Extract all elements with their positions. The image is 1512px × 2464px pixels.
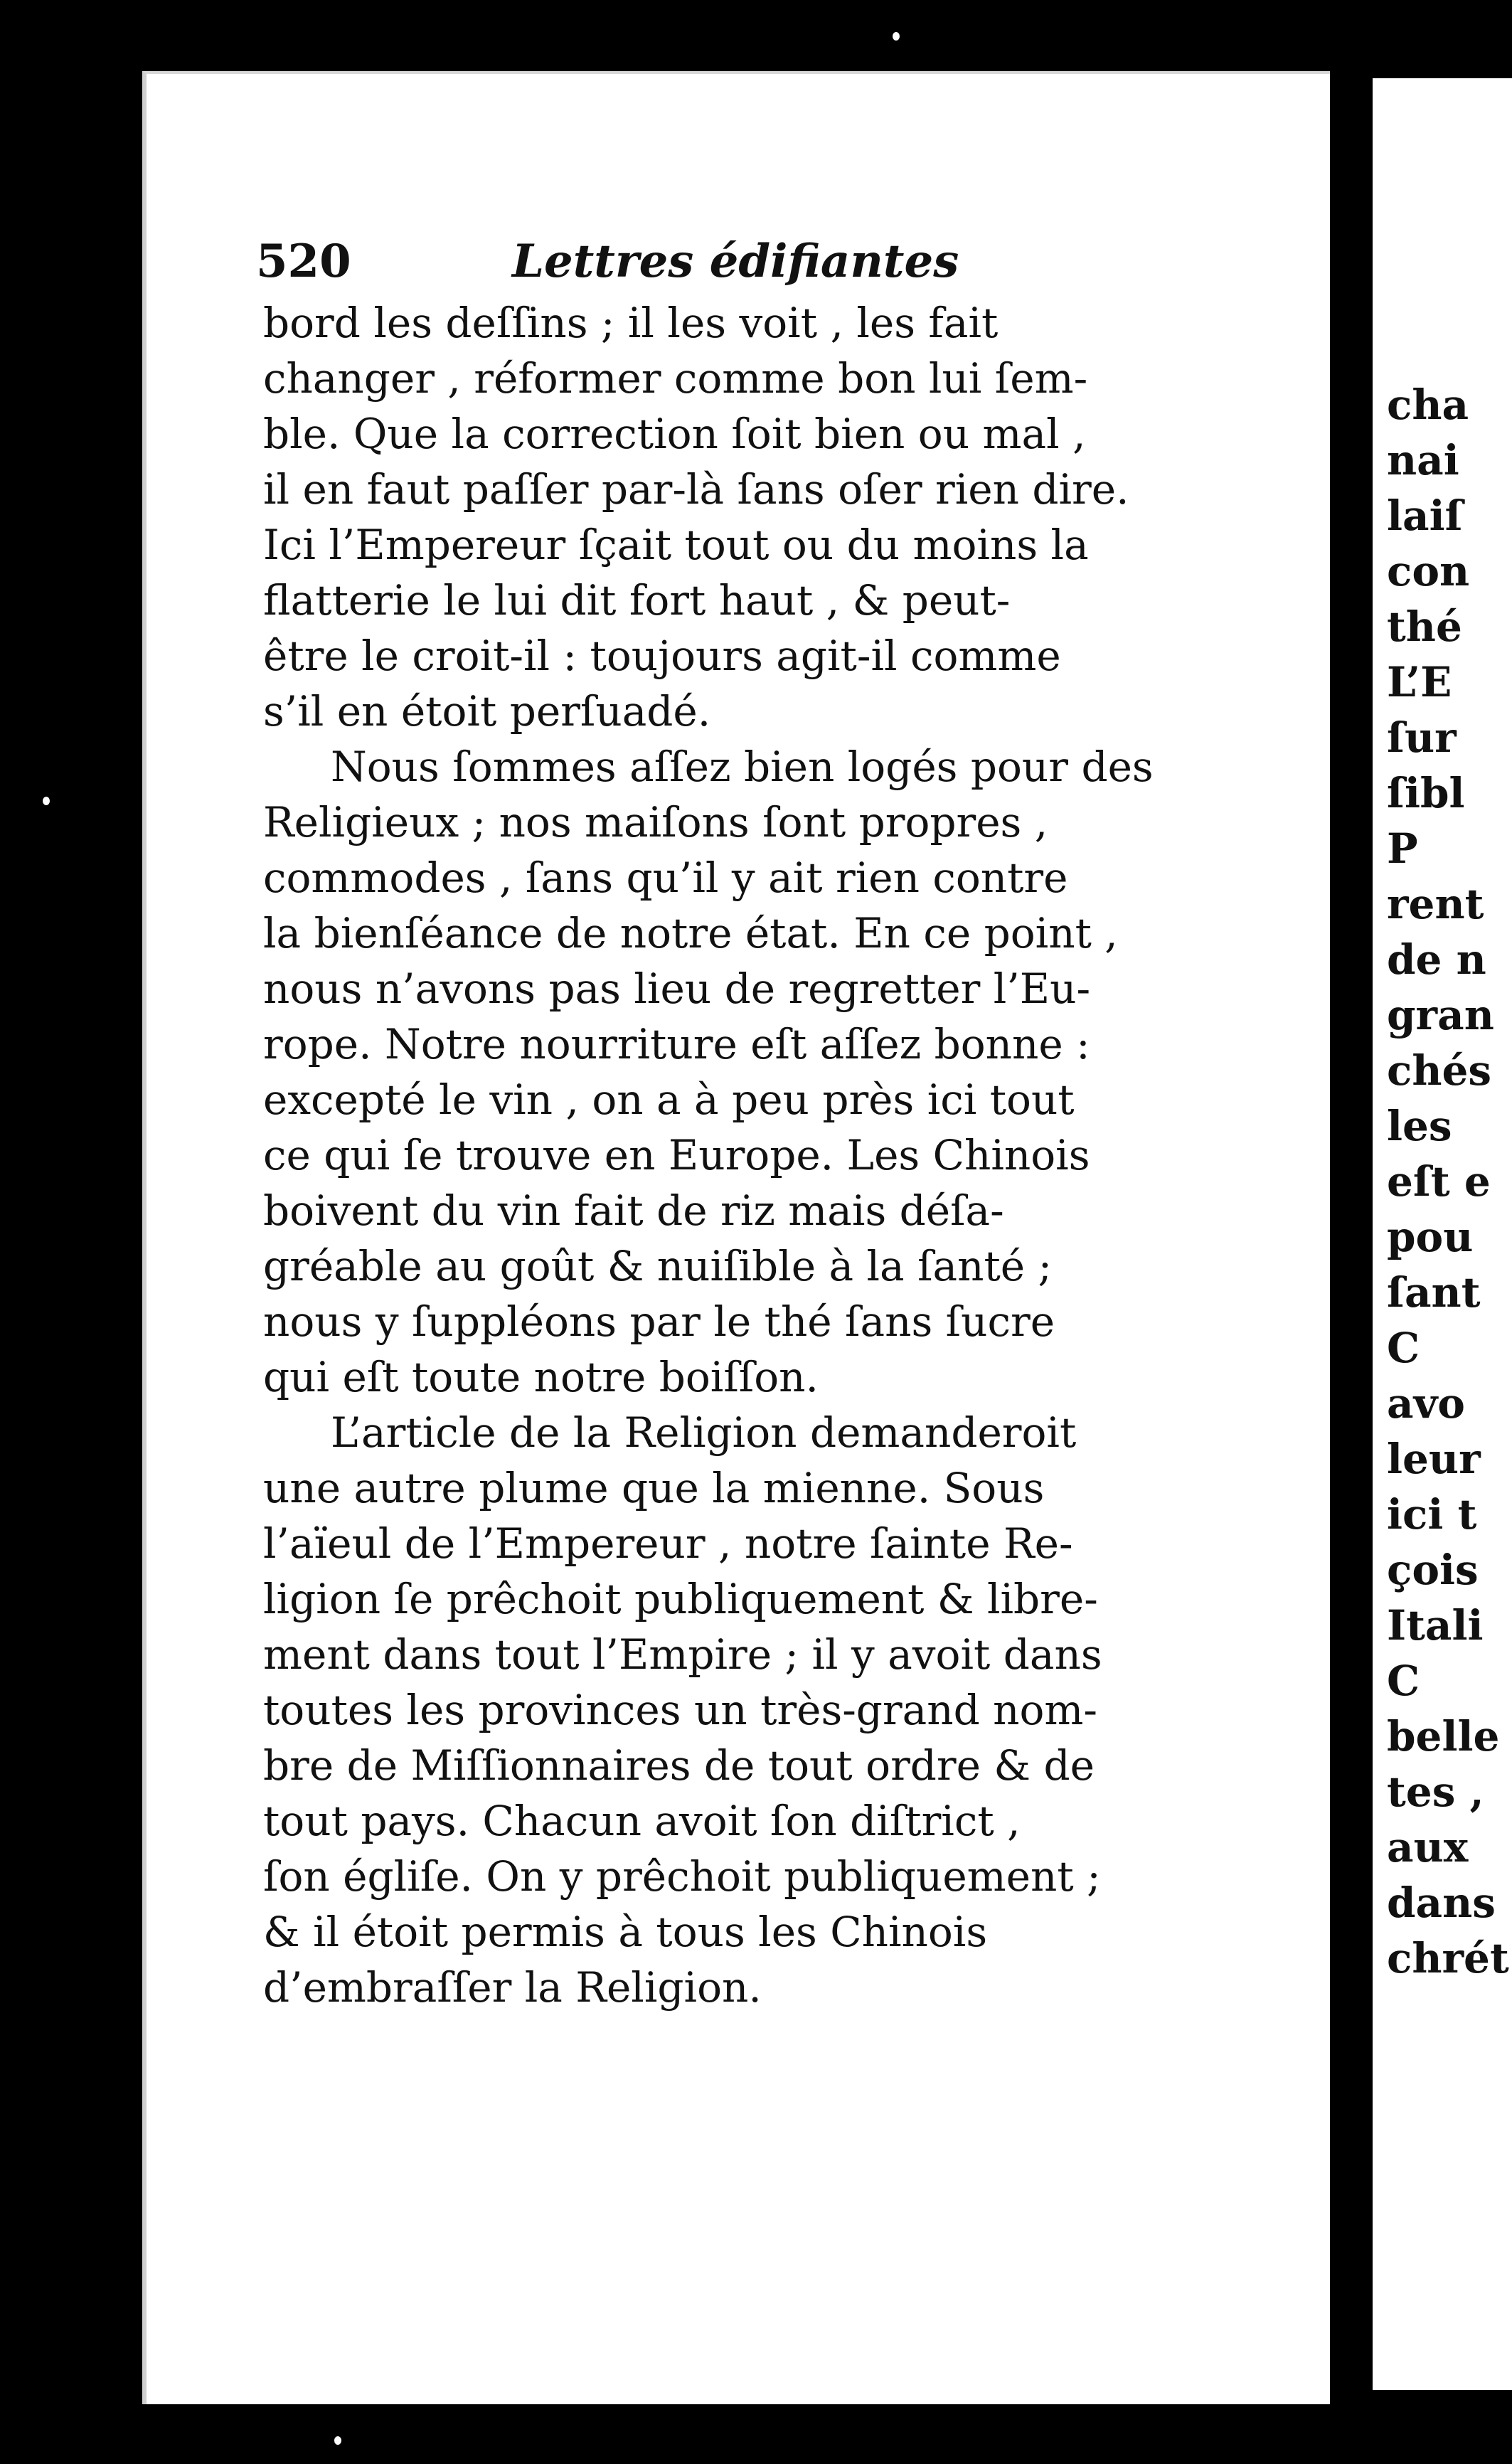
fragment-line: avo <box>1387 1379 1465 1428</box>
text-line: ligion ſe prêchoit publiquement & libre- <box>263 1575 1098 1623</box>
body-text <box>263 295 1280 2015</box>
text-line: qui eſt toute notre boiſſon. <box>263 1353 819 1401</box>
text-line: excepté le vin , on a à peu près ici tout <box>263 1076 1075 1124</box>
text-line: être le croit-il : toujours agit-il comme <box>263 632 1061 680</box>
dust-speck <box>893 32 900 41</box>
fragment-line: çois <box>1387 1546 1479 1594</box>
fragment-line: pou <box>1387 1213 1474 1261</box>
text-line: toutes les provinces un très-grand nom- <box>263 1686 1098 1734</box>
text-line: gréable au goût & nuiſible à la ſanté ; <box>263 1242 1053 1290</box>
fragment-line: thé <box>1387 602 1462 651</box>
paragraph-start-line: L’article de la Religion demanderoit <box>331 1408 1077 1457</box>
text-line: rope. Notre nourriture eſt aſſez bonne : <box>263 1020 1090 1068</box>
fragment-line: C <box>1387 1657 1420 1705</box>
fragment-line: les <box>1387 1102 1452 1150</box>
running-head: Lettres édifiantes <box>512 235 959 288</box>
facing-page-text <box>1387 377 1509 1986</box>
facing-page <box>1373 78 1512 2390</box>
fragment-line: L’E <box>1387 658 1452 706</box>
fragment-line: dans <box>1387 1879 1496 1927</box>
page-number: 520 <box>256 235 351 288</box>
fragment-line: P <box>1387 824 1418 873</box>
dust-speck <box>43 797 50 805</box>
text-line: la bienſéance de notre état. En ce point , <box>263 909 1118 957</box>
text-line: une autre plume que la mienne. Sous <box>263 1464 1045 1512</box>
fragment-line: nai <box>1387 436 1459 484</box>
fragment-line: tes , <box>1387 1768 1484 1816</box>
text-line: tout pays. Chacun avoit ſon diſtrict , <box>263 1797 1021 1845</box>
text-line: ſon égliſe. On y prêchoit publiquement ; <box>263 1852 1101 1901</box>
text-line: s’il en étoit perſuadé. <box>263 687 711 736</box>
fragment-line: chés <box>1387 1046 1492 1095</box>
text-line: d’embraſſer la Religion. <box>263 1963 762 2012</box>
text-line: bord les deſſins ; il les voit , les fait <box>263 299 999 347</box>
text-line: il en faut paſſer par-là ſans oſer rien dire. <box>263 465 1129 514</box>
text-line: & il étoit permis à tous les Chinois <box>263 1908 988 1956</box>
text-line: bre de Miſſionnaires de tout ordre & de <box>263 1741 1095 1790</box>
text-line: commodes , ſans qu’il y ait rien contre <box>263 854 1068 902</box>
fragment-line: belle <box>1387 1712 1500 1761</box>
text-line: nous n’avons pas lieu de regretter l’Eu- <box>263 965 1091 1013</box>
fragment-line: de n <box>1387 935 1486 984</box>
dust-speck <box>334 2436 341 2445</box>
fragment-line: ſur <box>1387 713 1457 762</box>
text-line: Ici l’Empereur ſçait tout ou du moins la <box>263 521 1089 569</box>
fragment-line: aux <box>1387 1823 1469 1871</box>
text-line: ce qui ſe trouve en Europe. Les Chinois <box>263 1131 1090 1179</box>
text-line: ment dans tout l’Empire ; il y avoit dans <box>263 1630 1102 1679</box>
fragment-line: con <box>1387 547 1470 595</box>
fragment-line: chrét <box>1387 1934 1509 1982</box>
text-line: nous y ſuppléons par le thé ſans ſucre <box>263 1297 1055 1346</box>
fragment-line: ici t <box>1387 1490 1477 1539</box>
fragment-line: ſant <box>1387 1268 1481 1317</box>
fragment-line: cha <box>1387 381 1469 429</box>
fragment-line: ſibl <box>1387 769 1465 817</box>
fragment-line: rent <box>1387 880 1484 928</box>
fragment-line: Itali <box>1387 1601 1484 1650</box>
fragment-line: gran <box>1387 991 1494 1039</box>
text-line: changer , réformer comme bon lui ſem- <box>263 354 1088 403</box>
text-line: boivent du vin fait de riz mais déſa- <box>263 1186 1004 1235</box>
fragment-line: eſt e <box>1387 1157 1491 1206</box>
fragment-line: laiſ <box>1387 492 1463 540</box>
paragraph-start-line: Nous ſommes aſſez bien logés pour des <box>331 743 1154 791</box>
text-line: l’aïeul de l’Empereur , notre ſainte Re- <box>263 1519 1073 1568</box>
text-line: Religieux ; nos maiſons ſont propres , <box>263 798 1048 846</box>
text-line: flatterie le lui dit fort haut , & peut- <box>263 576 1011 625</box>
fragment-line: leur <box>1387 1435 1481 1483</box>
page-header <box>256 235 1003 299</box>
fragment-line: C <box>1387 1324 1420 1372</box>
text-line: ble. Que la correction ſoit bien ou mal , <box>263 410 1086 458</box>
